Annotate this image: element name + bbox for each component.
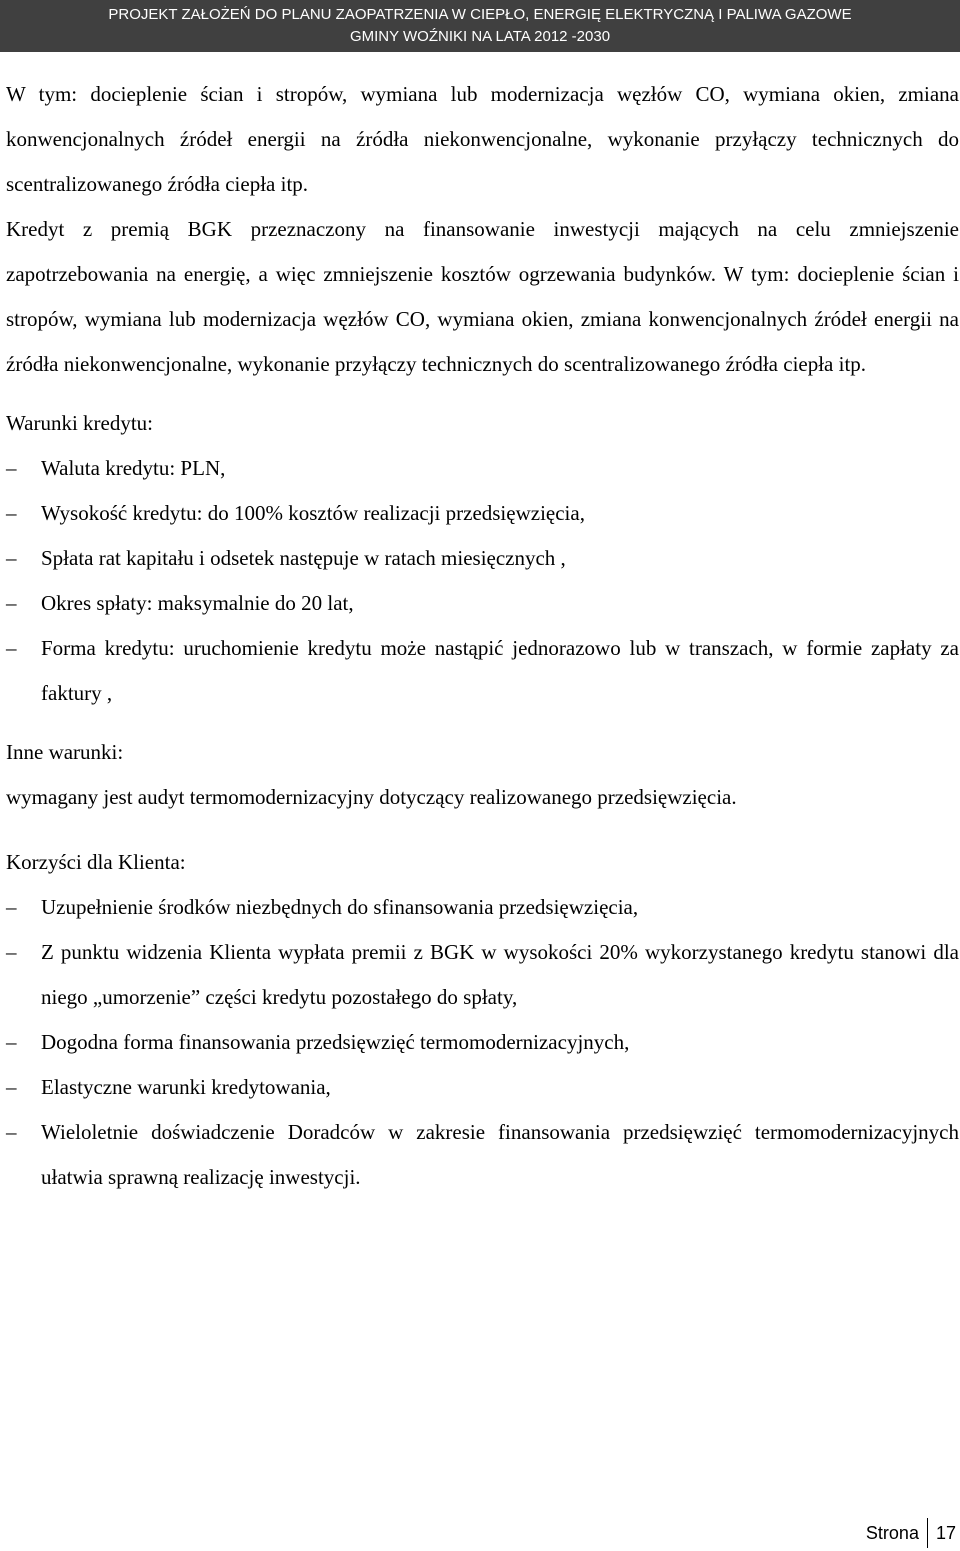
warunki-kredytu-list — [6, 446, 959, 716]
page-header — [0, 0, 960, 52]
page-label: Strona — [865, 1522, 919, 1543]
korzysci-list — [6, 885, 959, 1200]
dash-bullet: – — [6, 895, 17, 919]
page-footer — [866, 1518, 956, 1548]
paragraph-2: Kredyt z premią BGK przeznaczony na finansowanie inwestycji mających na celu zmniejszenie zapotrzebowania na energię, a więc zmniejszenie kosztów ogrzewania budynków. W tym: docieplenie ścian i stropów, wymiana lub modernizacja węzłów CO, wymiana okien, zmiana konwencjonalnych źródeł energii na źródła niekonwencjonalne, wykonanie przyłączy technicznych do scentralizowanego źródła ciepła itp. — [6, 217, 959, 376]
paragraph-1: W tym: docieplenie ścian i stropów, wymiana lub modernizacja węzłów CO, wymiana okien, zmiana konwencjonalnych źródeł energii na źródła niekonwencjonalne, wykonanie przyłączy technicznych do scentralizowanego źródła ciepła itp. — [6, 82, 959, 196]
dash-bullet: – — [6, 501, 17, 525]
document-body — [6, 72, 959, 1200]
list-item: – Uzupełnienie środków niezbędnych do sfinansowania przedsięwzięcia, — [6, 885, 959, 930]
list-item: – Wieloletnie doświadczenie Doradców w zakresie finansowania przedsięwzięć termomodernizacyjnych ułatwia sprawną realizację inwestycji. — [6, 1110, 959, 1200]
list-item: – Okres spłaty: maksymalnie do 20 lat, — [6, 581, 959, 626]
header-title-line2: GMINY WOŹNIKI NA LATA 2012 -2030 — [349, 28, 611, 45]
dash-bullet: – — [6, 546, 17, 570]
list-item: – Elastyczne warunki kredytowania, — [6, 1065, 959, 1110]
list-item: – Z punktu widzenia Klienta wypłata premii z BGK w wysokości 20% wykorzystanego kredytu stanowi dla niego „umorzenie” części kredytu pozostałego do spłaty, — [6, 930, 959, 1020]
inne-warunki-text: wymagany jest audyt termomodernizacyjny dotyczący realizowanego przedsięwzięcia. — [6, 785, 737, 809]
dash-bullet: – — [6, 1075, 17, 1099]
list-item: – Dogodna forma finansowania przedsięwzięć termomodernizacyjnych, — [6, 1020, 959, 1065]
list-item: – Forma kredytu: uruchomienie kredytu może nastąpić jednorazowo lub w transzach, w formie zapłaty za faktury , — [6, 626, 959, 716]
dash-bullet: – — [6, 456, 17, 480]
list-item: – Spłata rat kapitału i odsetek następuje w ratach miesięcznych , — [6, 536, 959, 581]
dash-bullet: – — [6, 940, 17, 964]
warunki-kredytu-heading: Warunki kredytu: — [6, 411, 154, 435]
korzysci-heading: Korzyści dla Klienta: — [6, 850, 186, 874]
dash-bullet: – — [6, 1120, 17, 1144]
list-item: – Waluta kredytu: PLN, — [6, 446, 959, 491]
dash-bullet: – — [6, 636, 17, 660]
list-item: – Wysokość kredytu: do 100% kosztów realizacji przedsięwzięcia, — [6, 491, 959, 536]
header-title-line1: PROJEKT ZAŁOŻEŃ DO PLANU ZAOPATRZENIA W CIEPŁO, ENERGIĘ ELEKTRYCZNĄ I PALIWA GAZOWE — [108, 6, 852, 23]
page-number: 17 — [935, 1522, 956, 1543]
page-separator — [927, 1518, 928, 1548]
inne-warunki-heading: Inne warunki: — [6, 740, 124, 764]
dash-bullet: – — [6, 1030, 17, 1054]
dash-bullet: – — [6, 591, 17, 615]
